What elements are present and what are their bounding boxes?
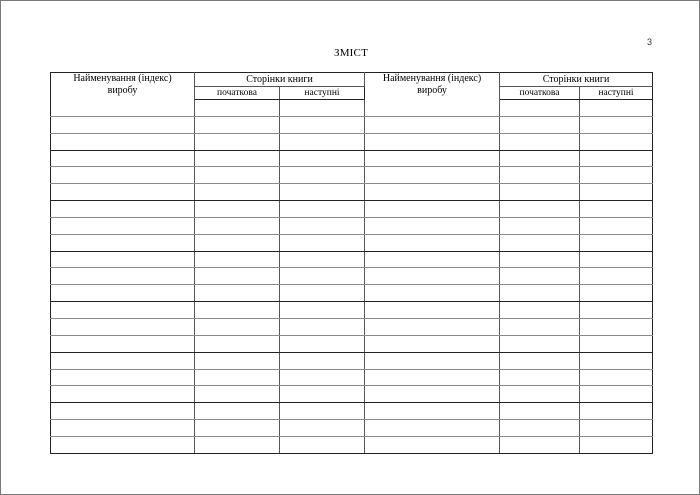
right-name-cell (365, 386, 500, 403)
right-name-header-line2: виробу (417, 85, 447, 96)
right-start-page-cell (500, 217, 580, 234)
left-start-page-cell (195, 436, 280, 453)
table-row (51, 369, 653, 386)
table-row (51, 403, 653, 420)
left-name-cell (51, 302, 195, 319)
right-name-cell (365, 436, 500, 453)
left-name-cell (51, 133, 195, 150)
right-next-pages-cell (580, 386, 653, 403)
table-row (51, 436, 653, 453)
right-next-pages-cell (580, 167, 653, 184)
right-name-cell (365, 100, 500, 117)
left-next-pages-cell (280, 420, 365, 437)
left-next-pages-cell (280, 436, 365, 453)
left-start-page-cell (195, 369, 280, 386)
right-next-pages-header: наступні (580, 87, 653, 100)
right-start-page-cell (500, 100, 580, 117)
left-next-pages-cell (280, 386, 365, 403)
table-row (51, 234, 653, 251)
right-name-cell (365, 302, 500, 319)
contents-table-body (51, 100, 653, 454)
left-next-pages-cell (280, 369, 365, 386)
left-name-cell (51, 100, 195, 117)
left-name-cell (51, 167, 195, 184)
right-name-cell (365, 420, 500, 437)
right-name-cell (365, 285, 500, 302)
left-start-page-cell (195, 420, 280, 437)
left-name-cell (51, 352, 195, 369)
left-name-cell (51, 217, 195, 234)
right-name-cell (365, 318, 500, 335)
left-next-pages-cell (280, 150, 365, 167)
left-start-page-cell (195, 100, 280, 117)
left-name-cell (51, 234, 195, 251)
right-start-page-cell (500, 335, 580, 352)
right-next-pages-cell (580, 251, 653, 268)
right-start-page-cell (500, 352, 580, 369)
right-start-page-cell (500, 133, 580, 150)
right-next-pages-cell (580, 352, 653, 369)
header-row-top (51, 73, 653, 87)
table-row (51, 133, 653, 150)
table-row (51, 100, 653, 117)
right-name-cell (365, 184, 500, 201)
right-name-header (365, 73, 500, 100)
page-number: 3 (647, 37, 653, 47)
left-start-page-cell (195, 352, 280, 369)
right-name-cell (365, 335, 500, 352)
left-start-page-cell (195, 251, 280, 268)
table-row (51, 217, 653, 234)
left-name-cell (51, 436, 195, 453)
right-next-pages-cell (580, 234, 653, 251)
right-start-page-cell (500, 150, 580, 167)
left-name-cell (51, 116, 195, 133)
right-start-page-cell (500, 251, 580, 268)
table-row (51, 420, 653, 437)
left-start-page-cell (195, 268, 280, 285)
right-name-cell (365, 167, 500, 184)
right-pages-header: Сторінки книги (500, 73, 653, 87)
right-next-pages-cell (580, 369, 653, 386)
right-next-pages-cell (580, 201, 653, 218)
right-name-cell (365, 150, 500, 167)
left-start-page-cell (195, 386, 280, 403)
left-start-page-cell (195, 133, 280, 150)
right-name-cell (365, 369, 500, 386)
right-start-page-cell (500, 116, 580, 133)
right-next-pages-cell (580, 420, 653, 437)
left-name-cell (51, 268, 195, 285)
table-row (51, 335, 653, 352)
right-next-pages-cell (580, 116, 653, 133)
left-name-cell (51, 150, 195, 167)
left-next-pages-cell (280, 116, 365, 133)
left-next-pages-cell (280, 335, 365, 352)
left-next-pages-cell (280, 201, 365, 218)
left-next-pages-cell (280, 167, 365, 184)
left-name-cell (51, 403, 195, 420)
right-start-page-cell (500, 201, 580, 218)
right-next-pages-cell (580, 133, 653, 150)
left-name-cell (51, 386, 195, 403)
right-next-pages-cell (580, 335, 653, 352)
left-name-cell (51, 335, 195, 352)
right-next-pages-cell (580, 302, 653, 319)
left-next-pages-cell (280, 285, 365, 302)
left-name-cell (51, 184, 195, 201)
left-next-pages-cell (280, 352, 365, 369)
right-next-pages-cell (580, 150, 653, 167)
left-start-page-cell (195, 335, 280, 352)
right-start-page-cell (500, 403, 580, 420)
left-pages-header: Сторінки книги (195, 73, 365, 87)
left-next-pages-cell (280, 133, 365, 150)
left-next-pages-header: наступні (280, 87, 365, 100)
page-title: ЗМІСТ (333, 47, 368, 59)
right-name-cell (365, 133, 500, 150)
right-start-page-cell (500, 268, 580, 285)
left-next-pages-cell (280, 217, 365, 234)
left-start-page-cell (195, 217, 280, 234)
left-name-header-line2: виробу (107, 85, 138, 96)
left-name-cell (51, 201, 195, 218)
left-start-page-cell (195, 403, 280, 420)
right-next-pages-cell (580, 436, 653, 453)
table-row (51, 352, 653, 369)
right-next-pages-cell (580, 318, 653, 335)
right-name-cell (365, 201, 500, 218)
table-row (51, 150, 653, 167)
right-name-cell (365, 217, 500, 234)
left-start-page-cell (195, 302, 280, 319)
left-name-header (51, 73, 195, 100)
left-start-page-cell (195, 201, 280, 218)
right-start-page-cell (500, 167, 580, 184)
table-row (51, 201, 653, 218)
right-next-pages-cell (580, 217, 653, 234)
table-row (51, 302, 653, 319)
right-name-cell (365, 268, 500, 285)
left-next-pages-cell (280, 268, 365, 285)
table-row (51, 251, 653, 268)
right-name-cell (365, 234, 500, 251)
right-name-cell (365, 116, 500, 133)
left-name-cell (51, 251, 195, 268)
right-start-page-cell (500, 318, 580, 335)
right-start-page-cell (500, 386, 580, 403)
right-next-pages-cell (580, 285, 653, 302)
left-start-page-header: початкова (195, 87, 280, 100)
right-name-cell (365, 403, 500, 420)
left-next-pages-cell (280, 184, 365, 201)
left-name-cell (51, 420, 195, 437)
left-next-pages-cell (280, 234, 365, 251)
right-start-page-cell (500, 420, 580, 437)
left-start-page-cell (195, 150, 280, 167)
right-start-page-cell (500, 285, 580, 302)
left-next-pages-cell (280, 302, 365, 319)
left-name-cell (51, 318, 195, 335)
left-start-page-cell (195, 285, 280, 302)
left-start-page-cell (195, 116, 280, 133)
left-name-header-line1: Найменування (індекс) (73, 73, 172, 84)
table-row (51, 116, 653, 133)
left-start-page-cell (195, 184, 280, 201)
right-next-pages-cell (580, 268, 653, 285)
left-start-page-cell (195, 167, 280, 184)
left-start-page-cell (195, 318, 280, 335)
contents-table (50, 72, 653, 454)
table-row (51, 285, 653, 302)
left-next-pages-cell (280, 251, 365, 268)
right-start-page-cell (500, 234, 580, 251)
left-next-pages-cell (280, 100, 365, 117)
right-name-header-line1: Найменування (індекс) (382, 73, 482, 84)
table-row (51, 386, 653, 403)
right-name-cell (365, 251, 500, 268)
left-start-page-cell (195, 234, 280, 251)
right-start-page-cell (500, 369, 580, 386)
right-start-page-cell (500, 302, 580, 319)
right-name-cell (365, 352, 500, 369)
table-row (51, 318, 653, 335)
table-row (51, 167, 653, 184)
right-next-pages-cell (580, 100, 653, 117)
right-start-page-cell (500, 436, 580, 453)
right-next-pages-cell (580, 403, 653, 420)
right-start-page-cell (500, 184, 580, 201)
right-next-pages-cell (580, 184, 653, 201)
left-name-cell (51, 369, 195, 386)
right-start-page-header: початкова (500, 87, 580, 100)
left-next-pages-cell (280, 403, 365, 420)
left-next-pages-cell (280, 318, 365, 335)
left-name-cell (51, 285, 195, 302)
table-row (51, 184, 653, 201)
table-row (51, 268, 653, 285)
